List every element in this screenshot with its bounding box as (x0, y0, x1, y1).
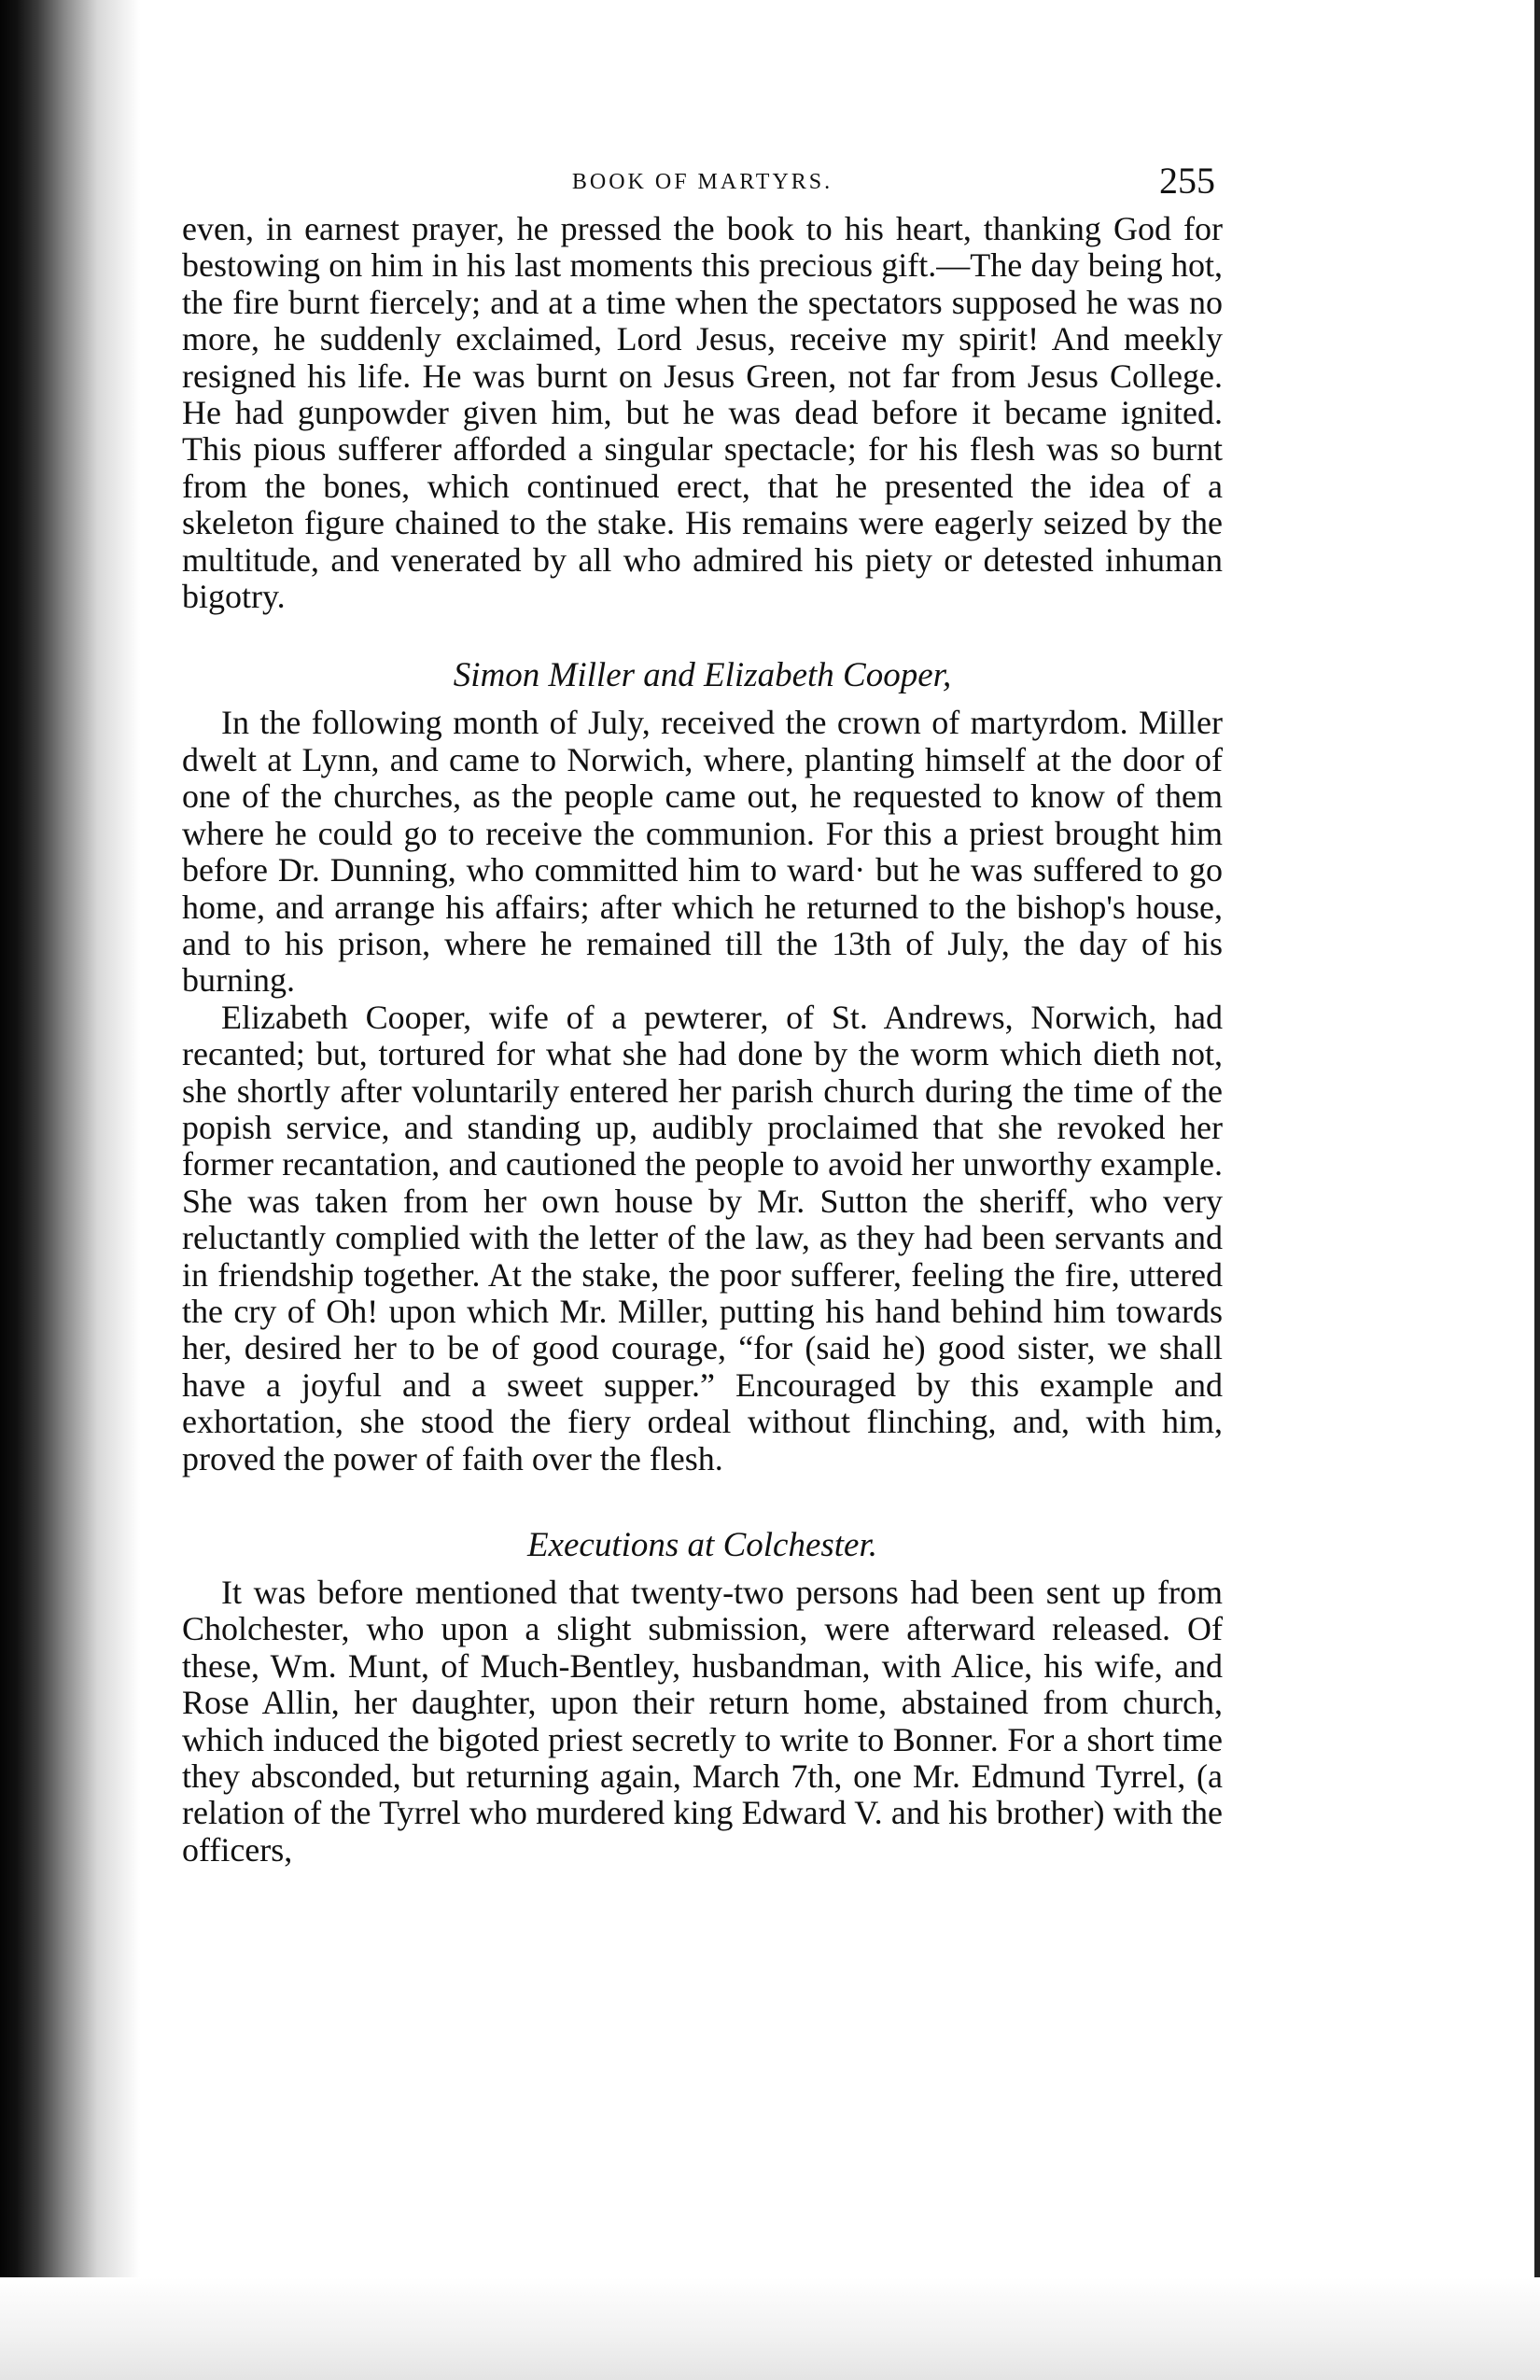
paragraph-3: Elizabeth Cooper, wife of a pewterer, of St. Andrews, Norwich, had recanted; but, tortured for what she had done by the worm which dieth not, she shortly after voluntarily entered her parish church during the time of the popish service, and standing up, audibly proclaimed that she revoked her former recantation, and cautioned the people to avoid her unworthy example. She was taken from her own house by Mr. Sutton the sheriff, who very reluctantly complied with the letter of the law, as they had been servants and in friendship together. At the stake, the poor sufferer, feeling the fire, uttered the cry of Oh! upon which Mr. Miller, putting his hand behind him towards her, desired her to be of good courage, “for (said he) good sister, we shall have a joyful and a sweet supper.” Encouraged by this example and exhortation, she stood the fiery ordeal without flinching, and, with him, proved the power of faith over the flesh. (182, 998, 1223, 1477)
page-gutter-shadow (0, 0, 140, 2380)
page-bottom-shadow (0, 2277, 1540, 2380)
running-head: BOOK OF MARTYRS. (571, 170, 833, 194)
section-title-colchester: Executions at Colchester. (526, 1526, 878, 1564)
paragraph-4: It was before mentioned that twenty-two persons had been sent up from Cholchester, who upon a slight submission, were afterward released. Of these, Wm. Munt, of Much-Bentley, husbandman, with Alice, his wife, and Rose Allin, her daughter, upon their return home, abstained from church, which induced the bigoted priest secretly to write to Bonner. For a short time they absconded, but returning again, March 7th, one Mr. Edmund Tyrrel, (a relation of the Tyrrel who murdered king Edward V. and his brother) with the officers, (182, 1574, 1223, 1869)
page-header (182, 159, 1223, 207)
paragraph-1: even, in earnest prayer, he pressed the book to his heart, thanking God for bestowing on him in his last moments this precious gift.—The day being hot, the fire burnt fiercely; and at a time when the spectators supposed he was no more, he suddenly exclaimed, Lord Jesus, receive my spirit! And meekly resigned his life. He was burnt on Jesus Green, not far from Jesus College. He had gunpowder given him, but he was dead before it became ignited. This pious sufferer afforded a singular spectacle; for his flesh was so burnt from the bones, which continued erect, that he presented the idea of a skeleton figure chained to the stake. His remains were eagerly seized by the multitude, and venerated by all who admired his piety or detested inhuman bigotry. (182, 210, 1223, 616)
book-page (182, 159, 1223, 1869)
section-title-miller-cooper: Simon Miller and Elizabeth Cooper, (453, 656, 952, 695)
page-number: 255 (1159, 160, 1215, 202)
page-right-edge (1534, 0, 1540, 2380)
paragraph-2: In the following month of July, received the crown of martyrdom. Miller dwelt at Lynn, and came to Norwich, where, planting himself at the door of one of the churches, as the people came out, he requested to know of them where he could go to receive the communion. For this a priest brought him before Dr. Dunning, who committed him to ward· but he was suffered to go home, and arrange his affairs; after which he returned to the bishop's house, and to his prison, where he remained till the 13th of July, the day of his burning. (182, 704, 1223, 1000)
